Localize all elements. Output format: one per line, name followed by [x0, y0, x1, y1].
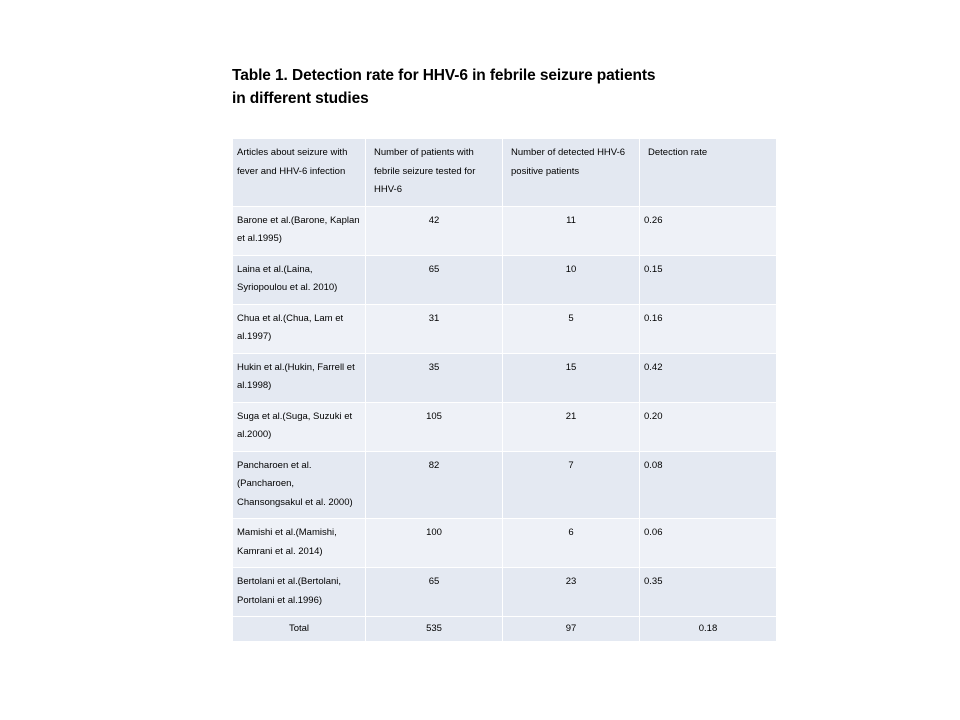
- table-header-row: [233, 139, 777, 207]
- cell-patients: 35: [366, 353, 503, 402]
- cell-patients: 65: [366, 255, 503, 304]
- cell-rate: 0.08: [640, 451, 777, 519]
- detection-rate-table: [232, 138, 777, 642]
- table-row: [233, 206, 777, 255]
- cell-detected: 10: [503, 255, 640, 304]
- cell-total-rate: 0.18: [640, 617, 777, 641]
- cell-patients: 65: [366, 568, 503, 617]
- table-row: [233, 519, 777, 568]
- cell-total-detected: 97: [503, 617, 640, 641]
- cell-study: Laina et al.(Laina, Syriopoulou et al. 2010): [233, 255, 366, 304]
- cell-study: Mamishi et al.(Mamishi, Kamrani et al. 2014): [233, 519, 366, 568]
- table-row: [233, 353, 777, 402]
- table-total-row: [233, 617, 777, 641]
- cell-patients: 42: [366, 206, 503, 255]
- cell-detected: 7: [503, 451, 640, 519]
- column-header-study: Articles about seizure with fever and HHV-6 infection: [233, 139, 366, 207]
- column-header-detected: Number of detected HHV-6 positive patients: [503, 139, 640, 207]
- cell-study: Pancharoen et al.(Pancharoen, Chansongsakul et al. 2000): [233, 451, 366, 519]
- page-title-line-1: Table 1. Detection rate for HHV-6 in febrile seizure patients: [232, 67, 656, 84]
- cell-study: Suga et al.(Suga, Suzuki et al.2000): [233, 402, 366, 451]
- column-header-patients: Number of patients with febrile seizure tested for HHV-6: [366, 139, 503, 207]
- cell-rate: 0.20: [640, 402, 777, 451]
- cell-study: Barone et al.(Barone, Kaplan et al.1995): [233, 206, 366, 255]
- page-title: [232, 64, 752, 111]
- page-title-line-2: in different studies: [232, 90, 369, 108]
- table-row: [233, 451, 777, 519]
- cell-patients: 31: [366, 304, 503, 353]
- cell-total-patients: 535: [366, 617, 503, 641]
- cell-patients: 82: [366, 451, 503, 519]
- cell-rate: 0.35: [640, 568, 777, 617]
- detection-rate-table-wrapper: [232, 138, 730, 642]
- cell-detected: 5: [503, 304, 640, 353]
- cell-study: Bertolani et al.(Bertolani, Portolani et al.1996): [233, 568, 366, 617]
- cell-total-label: Total: [233, 617, 366, 641]
- cell-study: Hukin et al.(Hukin, Farrell et al.1998): [233, 353, 366, 402]
- cell-patients: 100: [366, 519, 503, 568]
- cell-rate: 0.26: [640, 206, 777, 255]
- cell-detected: 23: [503, 568, 640, 617]
- cell-rate: 0.15: [640, 255, 777, 304]
- cell-patients: 105: [366, 402, 503, 451]
- cell-detected: 21: [503, 402, 640, 451]
- column-header-rate: Detection rate: [640, 139, 777, 207]
- table-row: [233, 568, 777, 617]
- table-row: [233, 255, 777, 304]
- cell-rate: 0.06: [640, 519, 777, 568]
- cell-detected: 15: [503, 353, 640, 402]
- cell-rate: 0.16: [640, 304, 777, 353]
- cell-study: Chua et al.(Chua, Lam et al.1997): [233, 304, 366, 353]
- table-row: [233, 402, 777, 451]
- table-row: [233, 304, 777, 353]
- cell-rate: 0.42: [640, 353, 777, 402]
- cell-detected: 11: [503, 206, 640, 255]
- cell-detected: 6: [503, 519, 640, 568]
